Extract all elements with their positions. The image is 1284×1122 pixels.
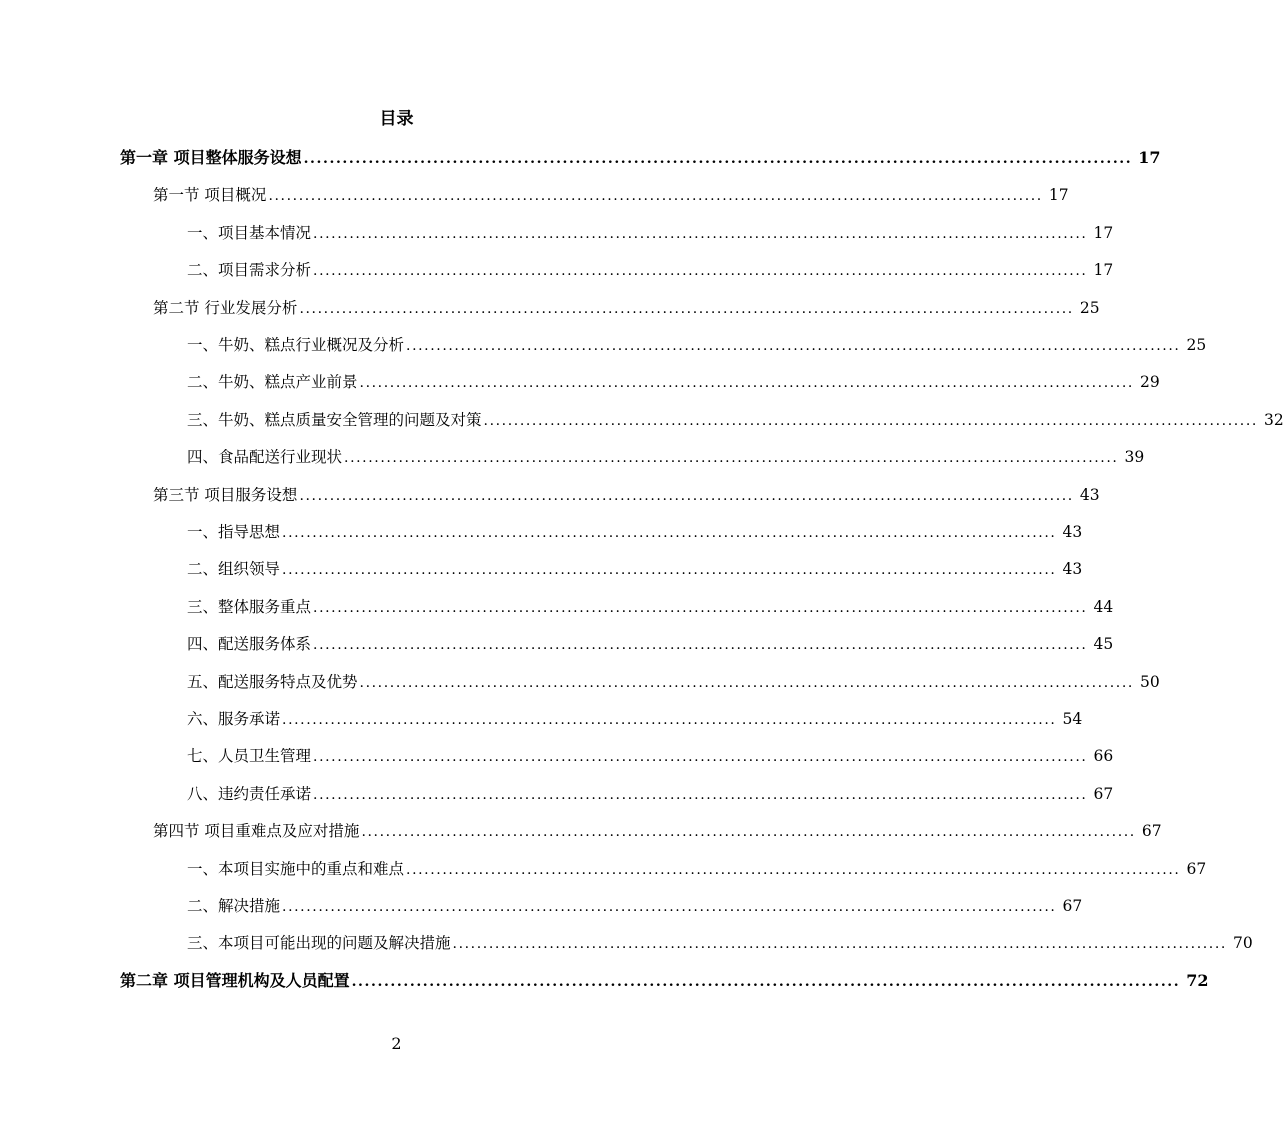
toc-leader-dots: ................................................................................................................................: [282, 712, 1057, 728]
toc-leader-dots: ................................................................................................................................: [359, 375, 1134, 391]
toc-leader-dots: ................................................................................................................................: [282, 899, 1057, 915]
toc-entry-title: 一、本项目实施中的重点和难点: [187, 860, 405, 878]
toc-entry-title: 四、配送服务体系: [187, 635, 312, 653]
toc-entry[interactable]: [187, 333, 1207, 357]
toc-entry-page: 17: [1048, 186, 1069, 204]
toc-entry-page: 25: [1079, 299, 1100, 317]
toc-entry-title: 六、服务承诺: [187, 710, 281, 728]
toc-entry[interactable]: [187, 744, 1114, 768]
toc-entry-title: 第三节 项目服务设想: [153, 486, 298, 504]
toc-entry-page: 25: [1186, 336, 1207, 354]
toc-entry[interactable]: [153, 819, 1162, 843]
toc-entry[interactable]: [187, 707, 1083, 731]
toc-entry-page: 43: [1079, 486, 1100, 504]
toc-entry-title: 第二章 项目管理机构及人员配置: [120, 971, 350, 990]
toc-leader-dots: ................................................................................................................................: [313, 600, 1088, 616]
toc-entry-page: 70: [1232, 934, 1253, 952]
toc-entry[interactable]: [187, 931, 1253, 955]
toc-entry-title: 二、组织领导: [187, 560, 281, 578]
toc-entry-title: 三、牛奶、糕点质量安全管理的问题及对策: [187, 411, 482, 429]
toc-entry-page: 43: [1062, 523, 1083, 541]
toc-entry[interactable]: [187, 894, 1083, 918]
toc-entry[interactable]: [120, 969, 1209, 993]
toc-entry-title: 七、人员卫生管理: [187, 747, 312, 765]
toc-entry[interactable]: [187, 595, 1114, 619]
toc-leader-dots: ................................................................................................................................: [406, 862, 1181, 878]
toc-leader-dots: ................................................................................................................................: [452, 936, 1227, 952]
toc-entry[interactable]: [153, 483, 1100, 507]
toc-entry-page: 17: [1138, 148, 1161, 167]
toc-entry-page: 67: [1062, 897, 1083, 915]
toc-leader-dots: ................................................................................................................................: [359, 675, 1134, 691]
toc-leader-dots: ................................................................................................................................: [268, 188, 1043, 204]
toc-entry-page: 43: [1062, 560, 1083, 578]
toc-leader-dots: ................................................................................................................................: [299, 488, 1074, 504]
toc-leader-dots: ................................................................................................................................: [351, 974, 1181, 990]
toc-entry-page: 67: [1141, 822, 1162, 840]
toc-leader-dots: ................................................................................................................................: [406, 338, 1181, 354]
toc-entry-page: 50: [1139, 673, 1160, 691]
toc-entry-page: 39: [1124, 448, 1145, 466]
toc-entry[interactable]: [187, 632, 1114, 656]
toc-leader-dots: ................................................................................................................................: [313, 263, 1088, 279]
toc-entry-title: 第一章 项目整体服务设想: [120, 148, 302, 167]
toc-entry-title: 三、本项目可能出现的问题及解决措施: [187, 934, 451, 952]
toc-entry-title: 一、指导思想: [187, 523, 281, 541]
toc-entry-page: 32: [1263, 411, 1284, 429]
toc-entry[interactable]: [187, 520, 1083, 544]
toc-entry-page: 67: [1093, 785, 1114, 803]
toc-entry-title: 二、牛奶、糕点产业前景: [187, 373, 358, 391]
toc-entry[interactable]: [187, 557, 1083, 581]
toc-leader-dots: ................................................................................................................................: [313, 637, 1088, 653]
toc-entry-title: 第一节 项目概况: [153, 186, 267, 204]
toc-entry[interactable]: [187, 670, 1160, 694]
toc-entry[interactable]: [187, 857, 1207, 881]
toc-entry[interactable]: [187, 408, 1284, 432]
toc-entry[interactable]: [187, 221, 1114, 245]
toc-leader-dots: ................................................................................................................................: [361, 824, 1136, 840]
toc-entry-title: 二、项目需求分析: [187, 261, 312, 279]
toc-entry-page: 45: [1093, 635, 1114, 653]
toc-entry-title: 三、整体服务重点: [187, 598, 312, 616]
toc-entry-title: 一、项目基本情况: [187, 224, 312, 242]
toc-leader-dots: ................................................................................................................................: [282, 562, 1057, 578]
toc-entry-page: 29: [1139, 373, 1160, 391]
toc-entry[interactable]: [153, 296, 1100, 320]
toc-entry[interactable]: [120, 146, 1161, 170]
toc-entry-page: 54: [1062, 710, 1083, 728]
toc-entry[interactable]: [153, 183, 1069, 207]
toc-entry-page: 17: [1093, 224, 1114, 242]
toc-entry[interactable]: [187, 370, 1160, 394]
toc-entry-title: 第四节 项目重难点及应对措施: [153, 822, 360, 840]
toc-leader-dots: ................................................................................................................................: [299, 301, 1074, 317]
toc-entry-title: 第二节 行业发展分析: [153, 299, 298, 317]
toc-entry-page: 72: [1186, 971, 1209, 990]
toc-leader-dots: ................................................................................................................................: [303, 151, 1133, 167]
toc-entry-title: 四、食品配送行业现状: [187, 448, 343, 466]
toc-entry-title: 二、解决措施: [187, 897, 281, 915]
toc-leader-dots: ................................................................................................................................: [344, 450, 1119, 466]
page-number: 2: [391, 1034, 402, 1053]
toc-title: 目录: [379, 109, 414, 129]
toc-leader-dots: ................................................................................................................................: [313, 749, 1088, 765]
toc-leader-dots: ................................................................................................................................: [483, 413, 1258, 429]
toc-entry-title: 一、牛奶、糕点行业概况及分析: [187, 336, 405, 354]
toc-entry[interactable]: [187, 445, 1145, 469]
toc-entry[interactable]: [187, 782, 1114, 806]
toc-entry-page: 66: [1093, 747, 1114, 765]
toc-entry-page: 17: [1093, 261, 1114, 279]
toc-leader-dots: ................................................................................................................................: [313, 226, 1088, 242]
toc-entry-title: 八、违约责任承诺: [187, 785, 312, 803]
toc-entry[interactable]: [187, 258, 1114, 282]
toc-leader-dots: ................................................................................................................................: [282, 525, 1057, 541]
toc-leader-dots: ................................................................................................................................: [313, 787, 1088, 803]
toc-entry-title: 五、配送服务特点及优势: [187, 673, 358, 691]
toc-entry-page: 67: [1186, 860, 1207, 878]
toc-entry-page: 44: [1093, 598, 1114, 616]
